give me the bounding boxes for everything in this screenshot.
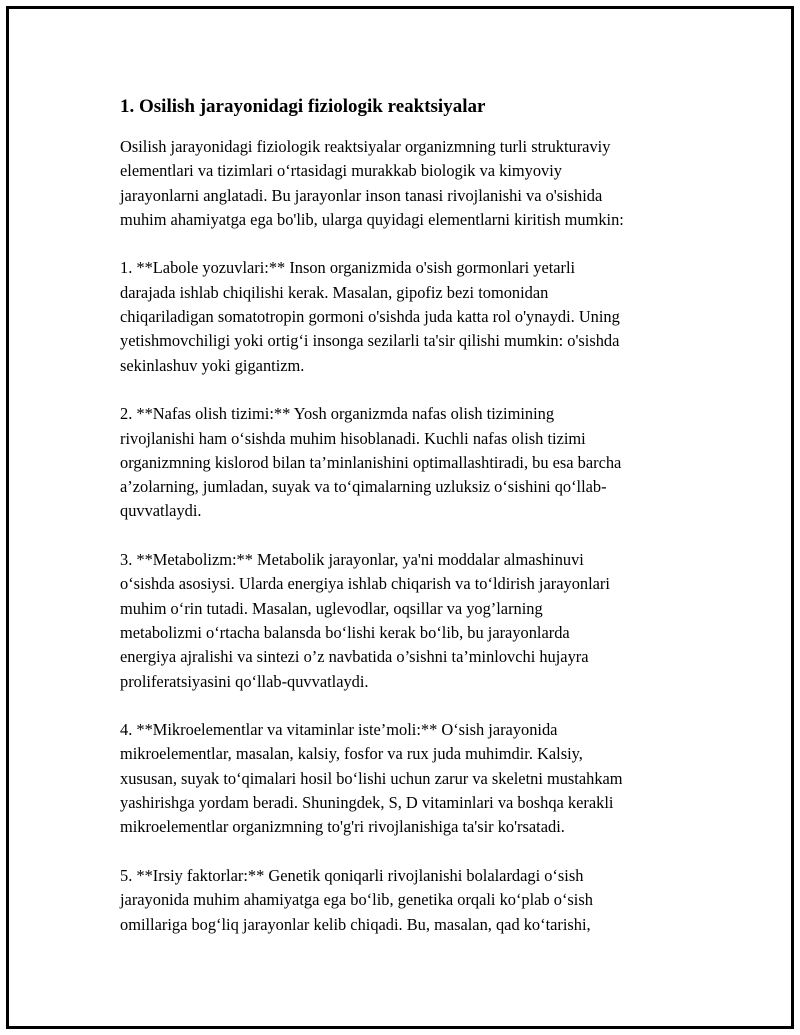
text-line: mikroelementlar organizmning to'g'ri rivojlanishiga ta'sir ko'rsatadi. bbox=[120, 817, 565, 837]
text-line: chiqariladigan somatotropin gormoni o'sishda juda katta rol o'ynaydi. Uning bbox=[120, 307, 620, 327]
text-line: darajada ishlab chiqilishi kerak. Masalan, gipofiz bezi tomonidan bbox=[120, 282, 549, 302]
text-line: 1. **Labole yozuvlari:** Inson organizmida o'sish gormonlari yetarli bbox=[120, 258, 576, 278]
text-line: mikroelementlar, masalan, kalsiy, fosfor va rux juda muhimdir. Kalsiy, bbox=[120, 744, 583, 764]
text-line: muhim o‘rin tutadi. Masalan, uglevodlar, oqsillar va yog’larning bbox=[120, 598, 543, 618]
text-line: metabolizmi o‘rtacha balansda bo‘lishi kerak bo‘lib, bu jarayonlarda bbox=[120, 622, 570, 642]
paragraph-item-3 bbox=[120, 548, 700, 694]
document-title: 1. Osilish jarayonidagi fiziologik reaktsiyalar bbox=[120, 96, 486, 117]
paragraph-item-4 bbox=[120, 718, 700, 839]
text-line: elementlari va tizimlari o‘rtasidagi murakkab biologik va kimyoviy bbox=[120, 161, 562, 181]
text-line: muhim ahamiyatga ega bo'lib, ularga quyidagi elementlarni kiritish mumkin: bbox=[120, 209, 624, 229]
text-line: quvvatlaydi. bbox=[120, 501, 202, 521]
text-line: energiya ajralishi va sintezi o’z navbatida o’sishni ta’minlovchi hujayra bbox=[120, 647, 589, 667]
paragraph-item-5 bbox=[120, 864, 700, 937]
text-line: 4. **Mikroelementlar va vitaminlar iste’moli:** O‘sish jarayonida bbox=[120, 720, 558, 740]
text-line: a’zolarning, jumladan, suyak va to‘qimalarning uzluksiz o‘sishini qo‘llab- bbox=[120, 477, 607, 497]
paragraph-intro bbox=[120, 135, 700, 232]
document-body bbox=[120, 95, 700, 961]
text-line: yashirishga yordam beradi. Shuningdek, S, D vitaminlari va boshqa kerakli bbox=[120, 793, 614, 813]
paragraph-item-2 bbox=[120, 402, 700, 523]
text-line: o‘sishda asosiysi. Ularda energiya ishlab chiqarish va to‘ldirish jarayonlari bbox=[120, 574, 610, 594]
paragraph-item-1 bbox=[120, 256, 700, 377]
text-line: organizmning kislorod bilan ta’minlanishini optimallashtiradi, bu esa barcha bbox=[120, 452, 622, 472]
text-line: omillariga bog‘liq jarayonlar kelib chiqadi. Bu, masalan, qad ko‘tarishi, bbox=[120, 914, 591, 934]
page-frame bbox=[6, 6, 794, 1029]
text-line: sekinlashuv yoki gigantizm. bbox=[120, 355, 305, 375]
text-line: Osilish jarayonidagi fiziologik reaktsiyalar organizmning turli strukturaviy bbox=[120, 137, 611, 156]
text-line: jarayonida muhim ahamiyatga ega bo‘lib, genetika orqali ko‘plab o‘sish bbox=[120, 890, 593, 910]
text-line: proliferatsiyasini qo‘llab-quvvatlaydi. bbox=[120, 671, 369, 691]
text-line: 2. **Nafas olish tizimi:** Yosh organizmda nafas olish tizimining bbox=[120, 404, 555, 424]
text-line: 5. **Irsiy faktorlar:** Genetik qoniqarli rivojlanishi bolalardagi o‘sish bbox=[120, 865, 584, 885]
text-line: xususan, suyak to‘qimalari hosil bo‘lishi uchun zarur va skeletni mustahkam bbox=[120, 768, 623, 788]
text-line: 3. **Metabolizm:** Metabolik jarayonlar, ya'ni moddalar almashinuvi bbox=[120, 550, 584, 570]
text-line: jarayonlarni anglatadi. Bu jarayonlar inson tanasi rivojlanishi va o'sishida bbox=[120, 185, 603, 205]
text-line: rivojlanishi ham o‘sishda muhim hisoblanadi. Kuchli nafas olish tizimi bbox=[120, 428, 586, 448]
text-line: yetishmovchiligi yoki ortig‘i insonga sezilarli ta'sir qilishi mumkin: o'sishda bbox=[120, 331, 620, 351]
